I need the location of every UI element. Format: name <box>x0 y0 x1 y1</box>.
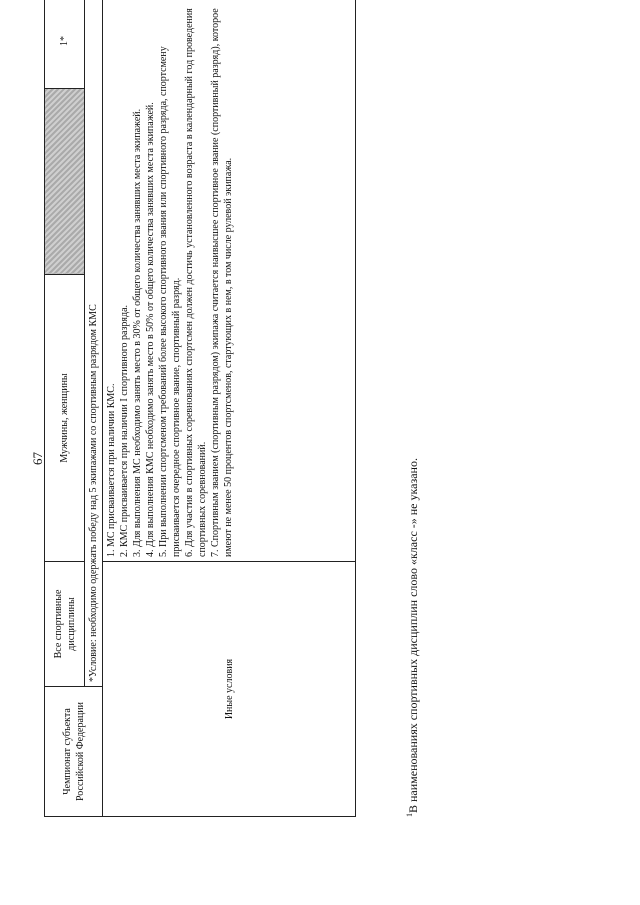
condition-cell <box>85 0 103 687</box>
rules-cell <box>103 0 356 562</box>
other-conditions-label: Иные условия <box>223 658 235 720</box>
condition-text: *Условие: необходимо одержать победу над 5 экипажами со спортивным разрядом КМС <box>88 304 99 682</box>
rule-item: 1. МС присваивается при наличии КМС. <box>106 383 117 557</box>
rule-item: 7. Спортивным званием (спортивным разрядом) экипажа считается наивысшее спортивное звание (спортивный разряд), которое имеют не менее 50 процентов спортсменов, стартующих в нем, в том числе рулевой экипажа. <box>210 8 234 557</box>
rule-item: 5. При выполнении спортсменом требований более высокого спортивного звания или спортивного разряда, спортсмену присваивается очередное спортивное звание, спортивный разряд. <box>158 46 182 557</box>
competition-label: Чемпионат субъекта Российской Федерации <box>61 702 86 802</box>
scanned-blank-cell <box>45 89 85 275</box>
disciplines-cell <box>45 562 85 687</box>
footnote-text: В наименованиях спортивных дисциплин слово «класс -» не указано. <box>406 458 420 813</box>
disciplines-label: Все спортивные дисциплины <box>52 589 77 659</box>
marker-label: 1* <box>59 36 70 46</box>
page-number: 67 <box>30 452 45 465</box>
marker-cell <box>45 0 85 89</box>
footnote-marker: 1 <box>405 813 414 817</box>
footnote <box>405 458 421 817</box>
rule-item: 3. Для выполнения МС необходимо занять место в 30% от общего количества занявших места экипажей. <box>132 108 143 557</box>
other-conditions-cell <box>103 562 356 817</box>
gender-label: Мужчины, женщины <box>59 373 70 463</box>
gender-cell <box>45 275 85 562</box>
standards-table <box>44 0 356 817</box>
competition-cell <box>45 687 103 817</box>
rule-item: 2. КМС присваивается при наличии I спортивного разряда. <box>119 304 130 557</box>
rule-item: 6. Для участия в спортивных соревнованиях спортсмен должен достичь установленного возраста в календарный год проведения спортивных соревнований. <box>184 8 208 557</box>
rule-item: 4. Для выполнения КМС необходимо занять место в 50% от общего количества занявших места экипажей. <box>145 102 156 557</box>
